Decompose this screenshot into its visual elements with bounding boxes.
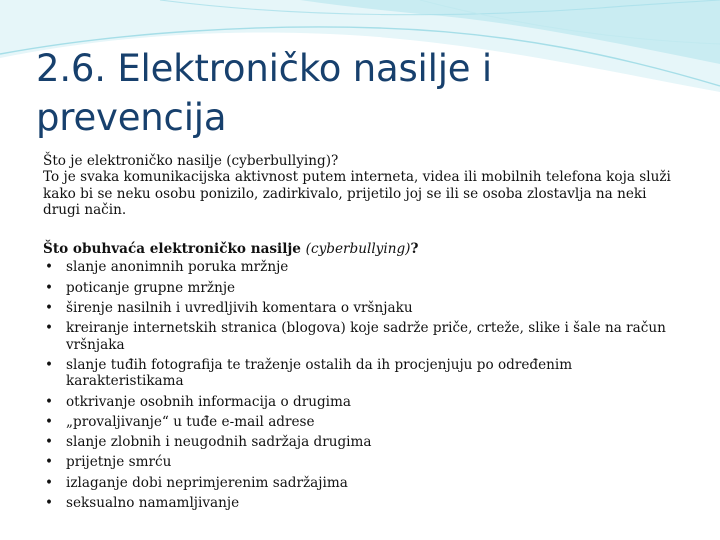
list-item-text: izlaganje dobi neprimjerenim sadržajima — [66, 474, 348, 491]
intro-answer: To je svaka komunikacijska aktivnost putem interneta, videa ili mobilnih telefona koja služi kako bi se neku osobu ponizilo, zadirkivalo, prijetilo joj se ili se osoba zlostavlja na neki drugi način. — [43, 169, 671, 218]
list-item-text: „provaljivanje“ u tuđe e-mail adrese — [66, 413, 315, 430]
bullet-icon: • — [45, 356, 54, 373]
list-item — [43, 320, 683, 353]
bullet-icon: • — [45, 495, 54, 512]
bullet-icon: • — [45, 300, 54, 317]
list-item — [43, 280, 683, 296]
list-item-text: kreiranje internetskih stranica (blogova) koje sadrže priče, crteže, slike i šale na račun vršnjaka — [66, 320, 666, 353]
bullet-icon: • — [45, 259, 54, 276]
list-item-text: slanje zlobnih i neugodnih sadržaja drugima — [66, 434, 372, 451]
section-question-end: ? — [410, 241, 419, 258]
list-item — [43, 475, 683, 491]
list-item — [43, 300, 683, 316]
bullet-icon: • — [45, 434, 54, 451]
list-item — [43, 394, 683, 410]
bullet-icon: • — [45, 393, 54, 410]
list-item — [43, 434, 683, 450]
bullet-icon: • — [45, 279, 54, 296]
list-item-text: slanje anonimnih poruka mržnje — [66, 259, 289, 276]
section-question — [43, 241, 683, 257]
list-item-text: seksualno namamljivanje — [66, 495, 240, 512]
list-item-text: otkrivanje osobnih informacija o drugima — [66, 393, 351, 410]
list-item — [43, 259, 683, 275]
list-item — [43, 357, 683, 390]
slide-body — [43, 153, 683, 515]
intro-question: Što je elektroničko nasilje (cyberbullying)? — [43, 153, 339, 169]
bullet-icon: • — [45, 413, 54, 430]
list-item — [43, 495, 683, 511]
bullet-icon: • — [45, 474, 54, 491]
bullet-icon: • — [45, 320, 54, 337]
bullet-list — [43, 259, 683, 511]
slide-title: 2.6. Elektroničko nasilje i prevencija — [36, 47, 492, 139]
bullet-icon: • — [45, 454, 54, 471]
list-item — [43, 454, 683, 470]
list-item-text: prijetnje smrću — [66, 454, 172, 471]
list-item-text: širenje nasilnih i uvredljivih komentara o vršnjaku — [66, 300, 413, 317]
section-question-bold: Što obuhvaća elektroničko nasilje — [43, 241, 306, 258]
list-item-text: poticanje grupne mržnje — [66, 279, 236, 296]
list-item-text: slanje tuđih fotografija te traženje ostalih da ih procjenjuju po određenim karakteristikama — [66, 356, 573, 390]
section-question-italic: (cyberbullying) — [305, 241, 411, 258]
list-item — [43, 414, 683, 430]
